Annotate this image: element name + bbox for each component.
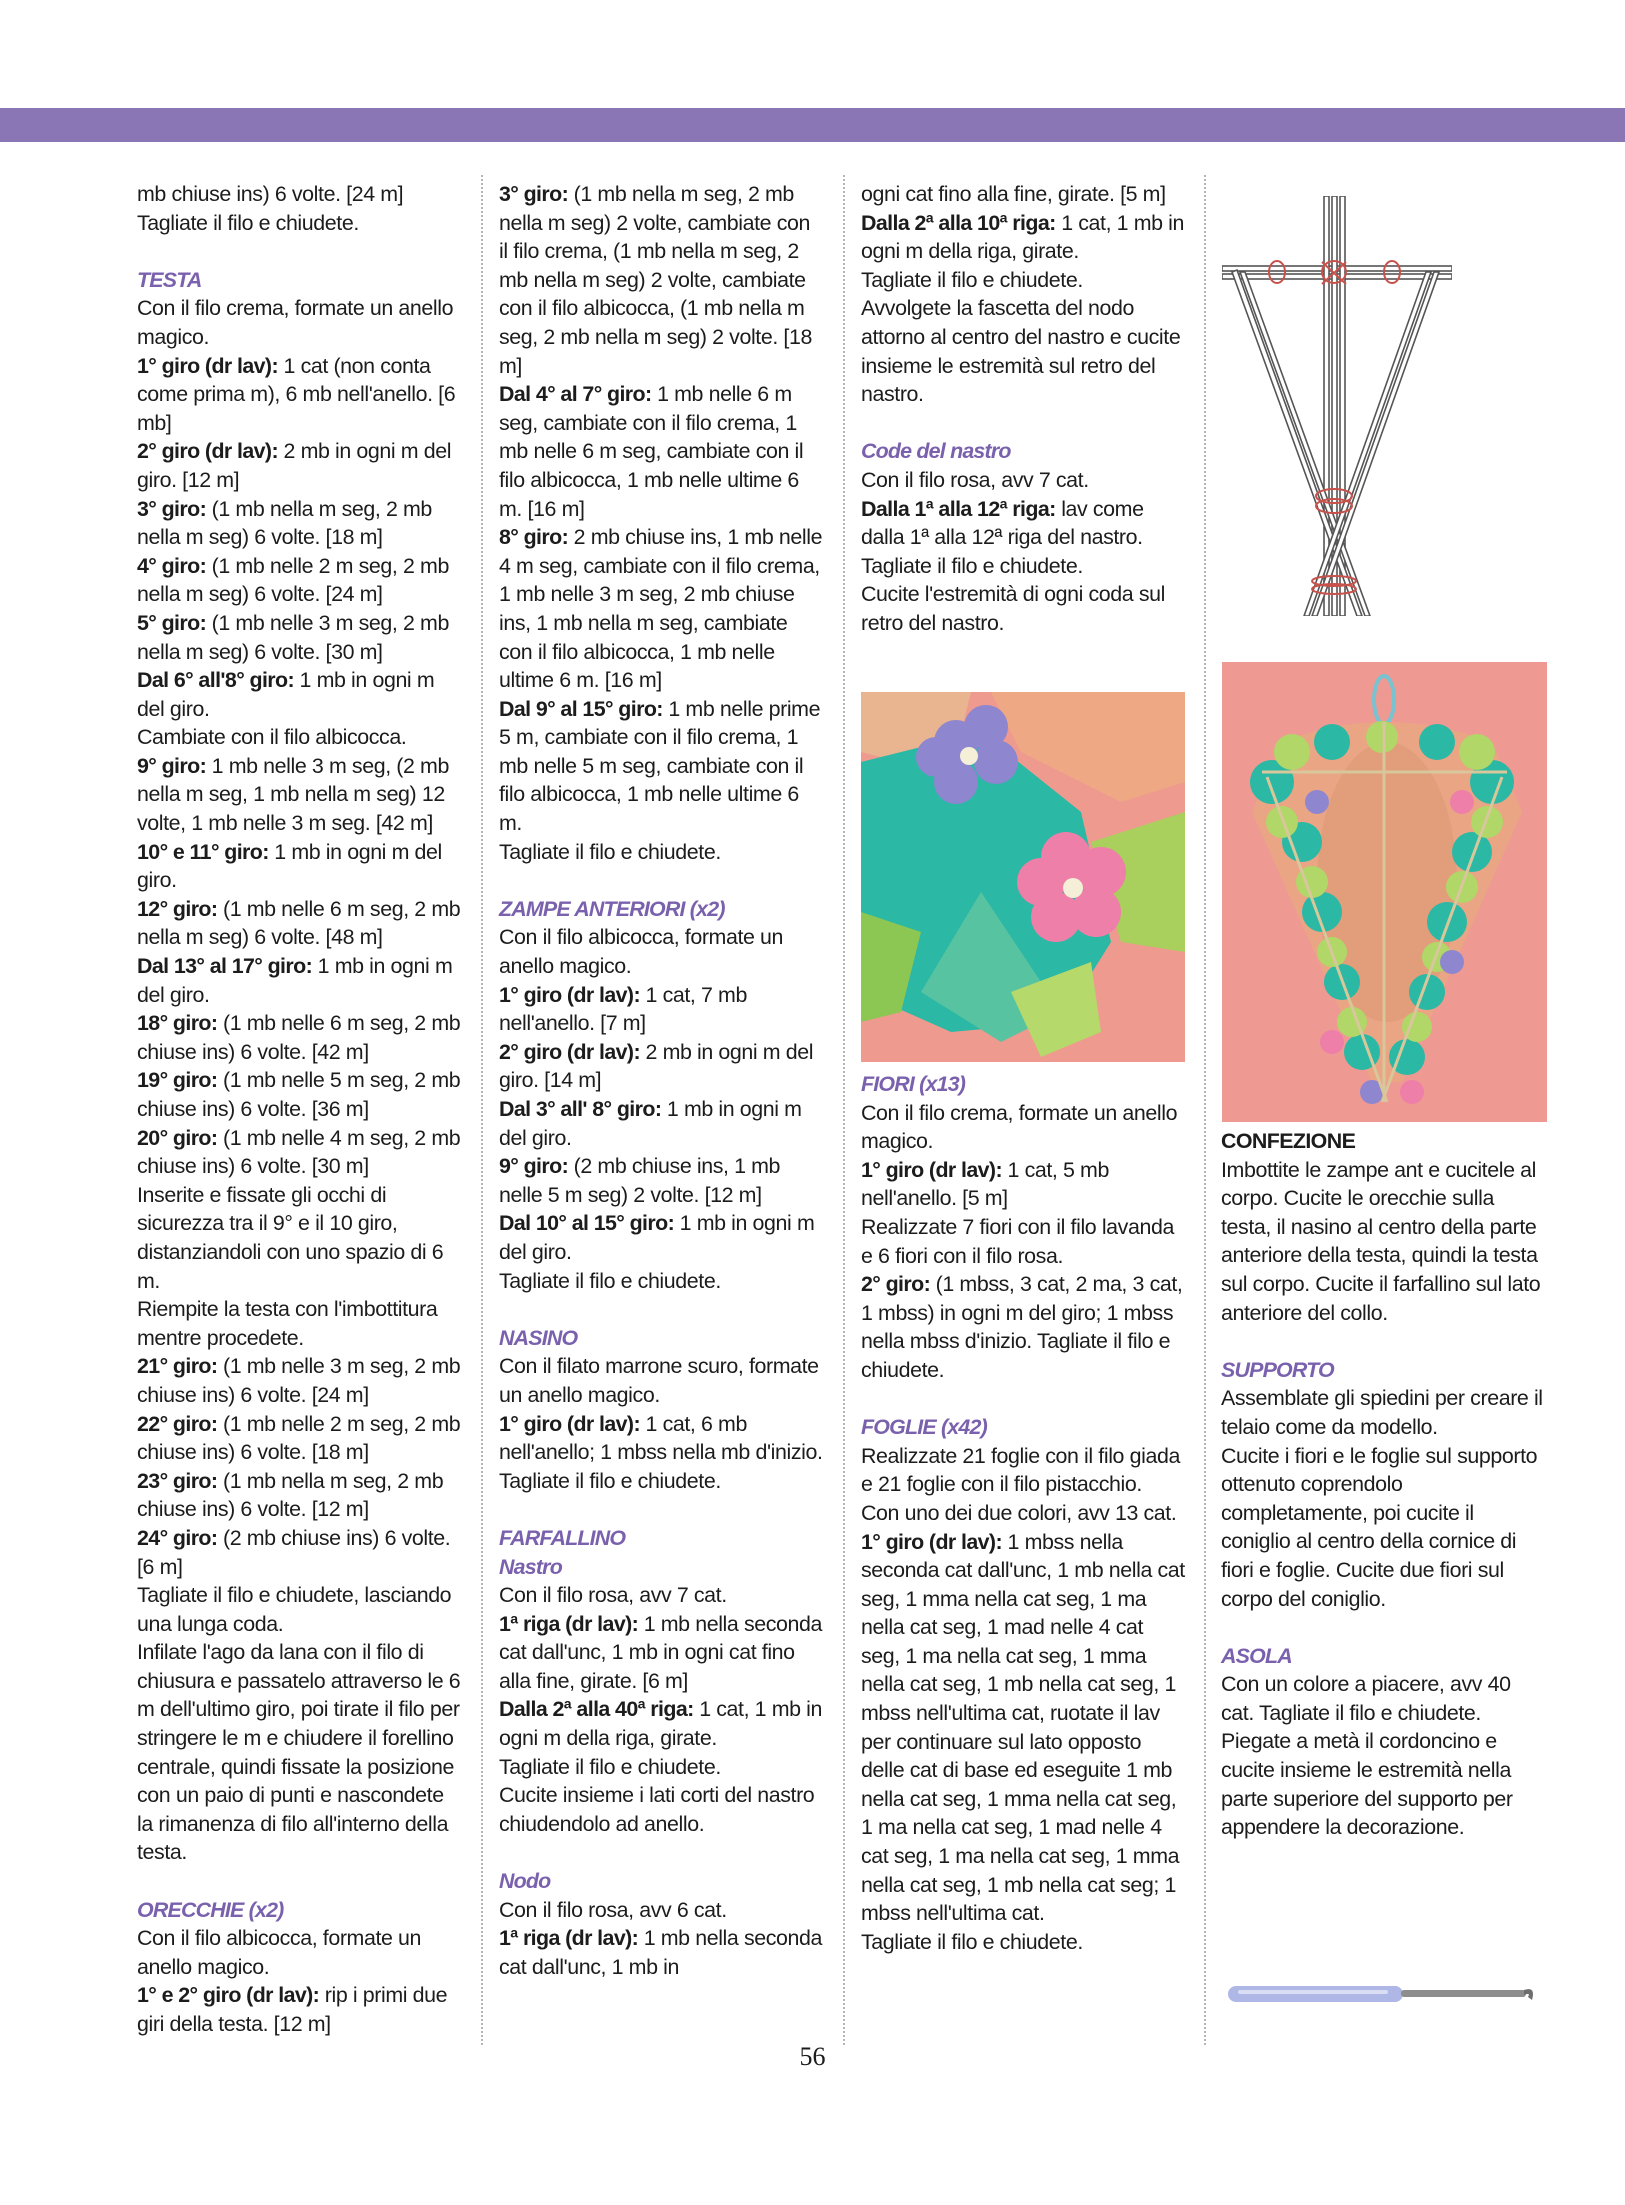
step-label: 8° giro:: [499, 525, 569, 550]
step-label: 12° giro:: [137, 896, 218, 921]
instruction-step: [137, 895, 462, 952]
step-text: 2 mb in ogni m del giro. [12 m]: [137, 439, 452, 492]
step-text: 1 mb in ogni m del giro.: [137, 954, 453, 1007]
instruction-step: [499, 180, 824, 380]
step-label: 3° giro:: [137, 496, 207, 521]
instruction-step: [137, 495, 462, 552]
step-label: 2° giro (dr lav):: [499, 1039, 640, 1064]
section-heading: TESTA: [137, 267, 202, 292]
instruction-step: [137, 1981, 462, 2038]
step-label: 1° giro (dr lav):: [137, 353, 278, 378]
instruction-step: [499, 1095, 824, 1152]
body-text: Cucite l'estremità di ogni coda sul retro del nastro.: [861, 582, 1165, 635]
body-text: Con il filo rosa, avv 7 cat.: [861, 467, 1089, 492]
section-heading: FOGLIE (x42): [861, 1415, 987, 1440]
step-text: 1 mb nelle 3 m seg, (2 mb nella m seg, 1 mb nella m seg) 12 volte, 1 mb nelle 3 m seg. [42 m]: [137, 753, 449, 836]
section-heading: SUPPORTO: [1221, 1357, 1334, 1382]
step-label: 1° e 2° giro (dr lav):: [137, 1983, 320, 2008]
instruction-step: [499, 1610, 824, 1696]
flower-closeup-photo: [861, 692, 1185, 1062]
paragraph-spacer: [499, 1495, 824, 1524]
section-heading: ZAMPE ANTERIORI (x2): [499, 896, 725, 921]
body-text: Con il filo crema, formate un anello magico.: [137, 296, 454, 349]
step-label: Dal 13° al 17° giro:: [137, 954, 313, 979]
section-heading: NASINO: [499, 1325, 578, 1350]
step-text: (1 mb nelle 4 m seg, 2 mb chiuse ins) 6 volte. [30 m]: [137, 1125, 461, 1179]
step-label: Dalla 1ª alla 12ª riga:: [861, 496, 1056, 521]
section-heading: ORECCHIE (x2): [137, 1897, 284, 1922]
step-text: (2 mb chiuse ins, 1 mb nelle 5 m seg) 2 volte. [12 m]: [499, 1154, 781, 1207]
step-label: 18° giro:: [137, 1011, 218, 1036]
instruction-step: [499, 695, 824, 838]
instruction-step: [499, 1695, 824, 1752]
step-text: 2 mb in ogni m del giro. [14 m]: [499, 1039, 814, 1093]
instruction-step: [137, 1524, 462, 1581]
step-label: Dal 9° al 15° giro:: [499, 696, 663, 721]
instruction-step: [137, 1352, 462, 1409]
step-label: 3° giro:: [499, 182, 569, 206]
step-text: (1 mb nelle 5 m seg, 2 mb chiuse ins) 6 volte. [36 m]: [137, 1068, 461, 1121]
body-text: Realizzate 21 foglie con il filo giada e 21 foglie con il filo pistacchio.: [861, 1443, 1180, 1497]
body-text: Riempite la testa con l'imbottitura mentre procedete.: [137, 1297, 438, 1350]
section-heading: FARFALLINO: [499, 1525, 626, 1550]
body-text: Con il filo crema, formate un anello magico.: [861, 1100, 1178, 1154]
instruction-step: [137, 1467, 462, 1524]
instruction-step: [861, 1528, 1186, 1928]
step-label: 1ª riga (dr lav):: [499, 1926, 639, 1951]
body-text: Tagliate il filo e chiudete, lasciando una lunga coda.: [137, 1583, 452, 1636]
step-text: (1 mb nella m seg, 2 mb nella m seg) 6 volte. [18 m]: [137, 496, 432, 550]
step-text: (1 mb nelle 6 m seg, 2 mb chiuse ins) 6 volte. [42 m]: [137, 1011, 461, 1064]
text-column-2: [499, 180, 824, 1981]
body-text: Tagliate il filo e chiudete.: [499, 839, 721, 864]
step-text: 1 mb in ogni m del giro.: [499, 1097, 802, 1150]
finished-decoration-photo: [1222, 662, 1547, 1122]
step-label: Dal 3° all' 8° giro:: [499, 1097, 662, 1121]
body-text: Tagliate il filo e chiudete.: [861, 553, 1083, 578]
body-text: Piegate a metà il cordoncino e cucite insieme le estremità nella parte superiore del supporto per appendere la decorazione.: [1221, 1729, 1513, 1840]
paragraph-spacer: [1221, 1327, 1546, 1356]
step-label: 1° giro (dr lav):: [861, 1529, 1002, 1554]
body-text: Cambiate con il filo albicocca.: [137, 725, 407, 750]
step-text: 1 cat, 5 mb nell'anello. [5 m]: [861, 1157, 1109, 1211]
body-text: Con il filo rosa, avv 6 cat.: [499, 1897, 727, 1922]
body-text: Imbottite le zampe ant e cucitele al corpo. Cucite le orecchie sulla testa, il nasino al centro della parte anteriore della testa, quindi la testa sul corpo. Cucite il farfallino sul lato anteriore del collo.: [1221, 1157, 1541, 1325]
step-text: 1 cat (non conta come prima m), 6 mb nell'anello. [6 mb]: [137, 353, 456, 435]
step-label: 21° giro:: [137, 1354, 218, 1379]
step-text: lav come dalla 1ª alla 12ª riga del nastro.: [861, 496, 1144, 550]
instruction-step: [137, 952, 462, 1009]
section-heading: CONFEZIONE: [1221, 1129, 1356, 1153]
body-text: Tagliate il filo e chiudete.: [499, 1468, 721, 1493]
body-text: Tagliate il filo e chiudete.: [861, 1929, 1083, 1954]
step-label: 2° giro (dr lav):: [137, 439, 278, 464]
step-text: (1 mb nelle 2 m seg, 2 mb chiuse ins) 6 volte. [18 m]: [137, 1411, 461, 1465]
step-label: 9° giro:: [137, 753, 207, 778]
step-text: 1 mb nelle 6 m seg, cambiate con il filo crema, 1 mb nelle 6 m seg, cambiate con il filo albicocca, 1 mb nelle ultime 6 m. [16 m]: [499, 382, 804, 521]
body-text: Tagliate il filo e chiudete.: [499, 1754, 721, 1779]
instruction-step: [137, 437, 462, 494]
text-column-3-bottom: [861, 1070, 1186, 1956]
step-label: Dal 6° all'8° giro:: [137, 668, 295, 693]
body-text: Cucite i fiori e le foglie sul supporto ottenuto coprendolo completamente, poi cucite il coniglio al centro della cornice di fiori e foglie. Cucite due fiori sul corpo del coniglio.: [1221, 1443, 1538, 1611]
instruction-step: [499, 981, 824, 1038]
body-text: Cucite insieme i lati corti del nastro chiudendolo ad anello.: [499, 1783, 815, 1836]
paragraph-spacer: [1221, 1613, 1546, 1642]
body-text: Con uno dei due colori, avv 13 cat.: [861, 1500, 1177, 1525]
step-label: 19° giro:: [137, 1068, 218, 1093]
step-text: (2 mb chiuse ins) 6 volte. [6 m]: [137, 1525, 451, 1579]
instruction-step: [499, 1209, 824, 1266]
step-label: Dal 10° al 15° giro:: [499, 1211, 675, 1236]
step-text: rip i primi due giri della testa. [12 m]: [137, 1983, 448, 2036]
step-label: 20° giro:: [137, 1125, 218, 1150]
step-text: 1 mb nella seconda cat dall'unc, 1 mb in ogni cat fino alla fine, girate. [6 m]: [499, 1611, 823, 1693]
instruction-step: [499, 1038, 824, 1095]
step-text: (1 mb nelle 3 m seg, 2 mb chiuse ins) 6 volte. [24 m]: [137, 1354, 461, 1407]
body-text: Infilate l'ago da lana con il filo di chiusura e passatelo attraverso le 6 m dell'ultimo giro, poi tirate il filo per stringere le m e chiudere il forellino centrale, quindi fissate la posizione con un paio di punti e nascondete la rimanenza di filo all'interno della testa.: [137, 1640, 461, 1865]
step-text: (1 mb nella m seg, 2 mb chiuse ins) 6 volte. [12 m]: [137, 1468, 444, 1522]
body-text: Inserite e fissate gli occhi di sicurezza tra il 9° e il 10 giro, distanziandoli con uno spazio di 6 m.: [137, 1182, 444, 1293]
step-label: 4° giro:: [137, 553, 207, 578]
step-text: (1 mb nella m seg, 2 mb nella m seg) 2 volte, cambiate con il filo crema, (1 mb nella m seg, 2 mb nella m seg) 2 volte, cambiate con il filo albicocca, (1 mb nella m seg, 2 mb nella m seg) 2 volte. [18 m]: [499, 182, 812, 378]
text-column-1: [137, 180, 462, 2039]
step-text: (1 mb nelle 3 m seg, 2 mb nella m seg) 6 volte. [30 m]: [137, 610, 449, 664]
body-text: Con il filato marrone scuro, formate un anello magico.: [499, 1354, 819, 1407]
step-label: 1ª riga (dr lav):: [499, 1611, 639, 1636]
step-text: 1 mb in ogni m del giro.: [499, 1211, 815, 1264]
paragraph-spacer: [499, 866, 824, 895]
step-text: (1 mbss, 3 cat, 2 ma, 3 cat, 1 mbss) in ogni m del giro; 1 mbss nella mbss d'inizio. Tagliate il filo e chiudete.: [861, 1272, 1183, 1382]
paragraph-spacer: [499, 1838, 824, 1867]
step-text: (1 mb nelle 6 m seg, 2 mb nella m seg) 6 volte. [48 m]: [137, 896, 461, 950]
step-label: Dalla 2ª alla 10ª riga:: [861, 210, 1056, 235]
instruction-step: [861, 1156, 1186, 1213]
instruction-step: [137, 1410, 462, 1467]
step-label: 1° giro (dr lav):: [499, 982, 640, 1007]
instruction-step: [137, 552, 462, 609]
body-text: Tagliate il filo e chiudete.: [499, 1268, 721, 1293]
section-heading: Nodo: [499, 1869, 551, 1894]
header-color-bar: [0, 108, 1625, 142]
column-divider: [481, 175, 483, 2045]
section-heading: FIORI (x13): [861, 1072, 966, 1096]
step-text: 1 mb in ogni m del giro.: [137, 839, 442, 893]
body-text: Con un colore a piacere, avv 40 cat. Tagliate il filo e chiudete.: [1221, 1672, 1511, 1725]
step-label: 5° giro:: [137, 610, 207, 635]
instruction-step: [499, 1410, 824, 1467]
step-label: 10° e 11° giro:: [137, 839, 269, 864]
crochet-hook-illustration: [1226, 1978, 1546, 2010]
page-number: 56: [799, 2042, 826, 2071]
body-text: mb chiuse ins) 6 volte. [24 m]: [137, 182, 404, 206]
step-text: 1 mb nelle prime 5 m, cambiate con il filo crema, 1 mb nelle 5 m seg, cambiate con il filo albicocca, 1 mb nelle ultime 6 m.: [499, 696, 821, 836]
body-text: Con il filo rosa, avv 7 cat.: [499, 1583, 727, 1608]
instruction-step: [137, 1124, 462, 1181]
step-label: 1° giro (dr lav):: [499, 1411, 640, 1436]
instruction-step: [137, 352, 462, 438]
body-text: Tagliate il filo e chiudete.: [137, 210, 359, 235]
instruction-step: [499, 1152, 824, 1209]
section-heading: Nastro: [499, 1554, 562, 1579]
step-label: 23° giro:: [137, 1468, 218, 1493]
body-text: Con il filo albicocca, formate un anello magico.: [499, 925, 784, 979]
paragraph-spacer: [861, 1385, 1186, 1414]
instruction-step: [137, 1066, 462, 1123]
instruction-step: [861, 209, 1186, 266]
step-text: (1 mb nelle 2 m seg, 2 mb nella m seg) 6 volte. [24 m]: [137, 553, 449, 607]
text-column-4: [1221, 1127, 1546, 1842]
instruction-step: [861, 1270, 1186, 1384]
body-text: Tagliate il filo e chiudete.: [861, 267, 1083, 292]
step-label: 24° giro:: [137, 1525, 218, 1550]
instruction-step: [137, 752, 462, 838]
instruction-step: [499, 380, 824, 523]
paragraph-spacer: [137, 237, 462, 266]
body-text: Realizzate 7 fiori con il filo lavanda e 6 fiori con il filo rosa.: [861, 1214, 1174, 1268]
instruction-step: [499, 523, 824, 695]
section-heading: ASOLA: [1221, 1643, 1292, 1668]
step-text: 1 cat, 7 mb nell'anello. [7 m]: [499, 982, 747, 1036]
column-divider: [843, 175, 845, 2045]
section-heading: Code del nastro: [861, 439, 1011, 464]
instruction-step: [499, 1924, 824, 1981]
column-divider: [1204, 175, 1206, 2045]
body-text: Con il filo albicocca, formate un anello magico.: [137, 1926, 422, 1979]
step-text: 2 mb chiuse ins, 1 mb nelle 4 m seg, cambiate con il filo crema, 1 mb nelle 3 m seg, 2 mb chiuse ins, 1 mb nella m seg, cambiate con il filo albicocca, 1 mb nelle ultime 6 m. [16 m]: [499, 525, 823, 693]
step-label: Dalla 2ª alla 40ª riga:: [499, 1697, 694, 1722]
step-text: 1 cat, 1 mb in ogni m della riga, girate.: [861, 210, 1185, 264]
paragraph-spacer: [499, 1295, 824, 1324]
step-label: 22° giro:: [137, 1411, 218, 1436]
body-text: ogni cat fino alla fine, girate. [5 m]: [861, 182, 1166, 206]
step-text: 1 mbss nella seconda cat dall'unc, 1 mb nella cat seg, 1 mma nella cat seg, 1 ma nella cat seg, 1 mad nelle 4 cat seg, 1 ma nella cat seg, 1 mma nella cat seg, 1 mb nella cat seg, 1 mbss nell'ultima cat, ruotate il lav per continuare sul lato opposto delle cat di base ed eseguite 1 mb nella cat seg, 1 mma nella cat seg, 1 ma nella cat seg, 1 mad nelle 4 cat seg, 1 ma nella cat seg, 1 mma nella cat seg, 1 mb nella cat seg; 1 mbss nell'ultima cat.: [861, 1529, 1185, 1926]
step-label: 9° giro:: [499, 1154, 569, 1179]
instruction-step: [137, 1009, 462, 1066]
paragraph-spacer: [861, 409, 1186, 438]
step-text: 1 cat, 1 mb in ogni m della riga, girate.: [499, 1697, 823, 1751]
body-text: Avvolgete la fascetta del nodo attorno al centro del nastro e cucite insieme le estremità sul retro del nastro.: [861, 296, 1181, 407]
step-text: 1 mb nella seconda cat dall'unc, 1 mb in: [499, 1926, 823, 1979]
instruction-step: [137, 666, 462, 723]
instruction-step: [137, 838, 462, 895]
text-column-3-top: [861, 180, 1186, 638]
step-label: Dal 4° al 7° giro:: [499, 382, 652, 407]
paragraph-spacer: [137, 1867, 462, 1896]
step-label: 2° giro:: [861, 1272, 931, 1297]
step-label: 1° giro (dr lav):: [861, 1157, 1002, 1182]
instruction-step: [137, 609, 462, 666]
step-text: 1 mb in ogni m del giro.: [137, 668, 435, 721]
instruction-step: [861, 495, 1186, 552]
step-text: 1 cat, 6 mb nell'anello; 1 mbss nella mb d'inizio.: [499, 1411, 823, 1465]
frame-diagram: [1222, 196, 1452, 616]
body-text: Assemblate gli spiedini per creare il telaio come da modello.: [1221, 1386, 1543, 1439]
